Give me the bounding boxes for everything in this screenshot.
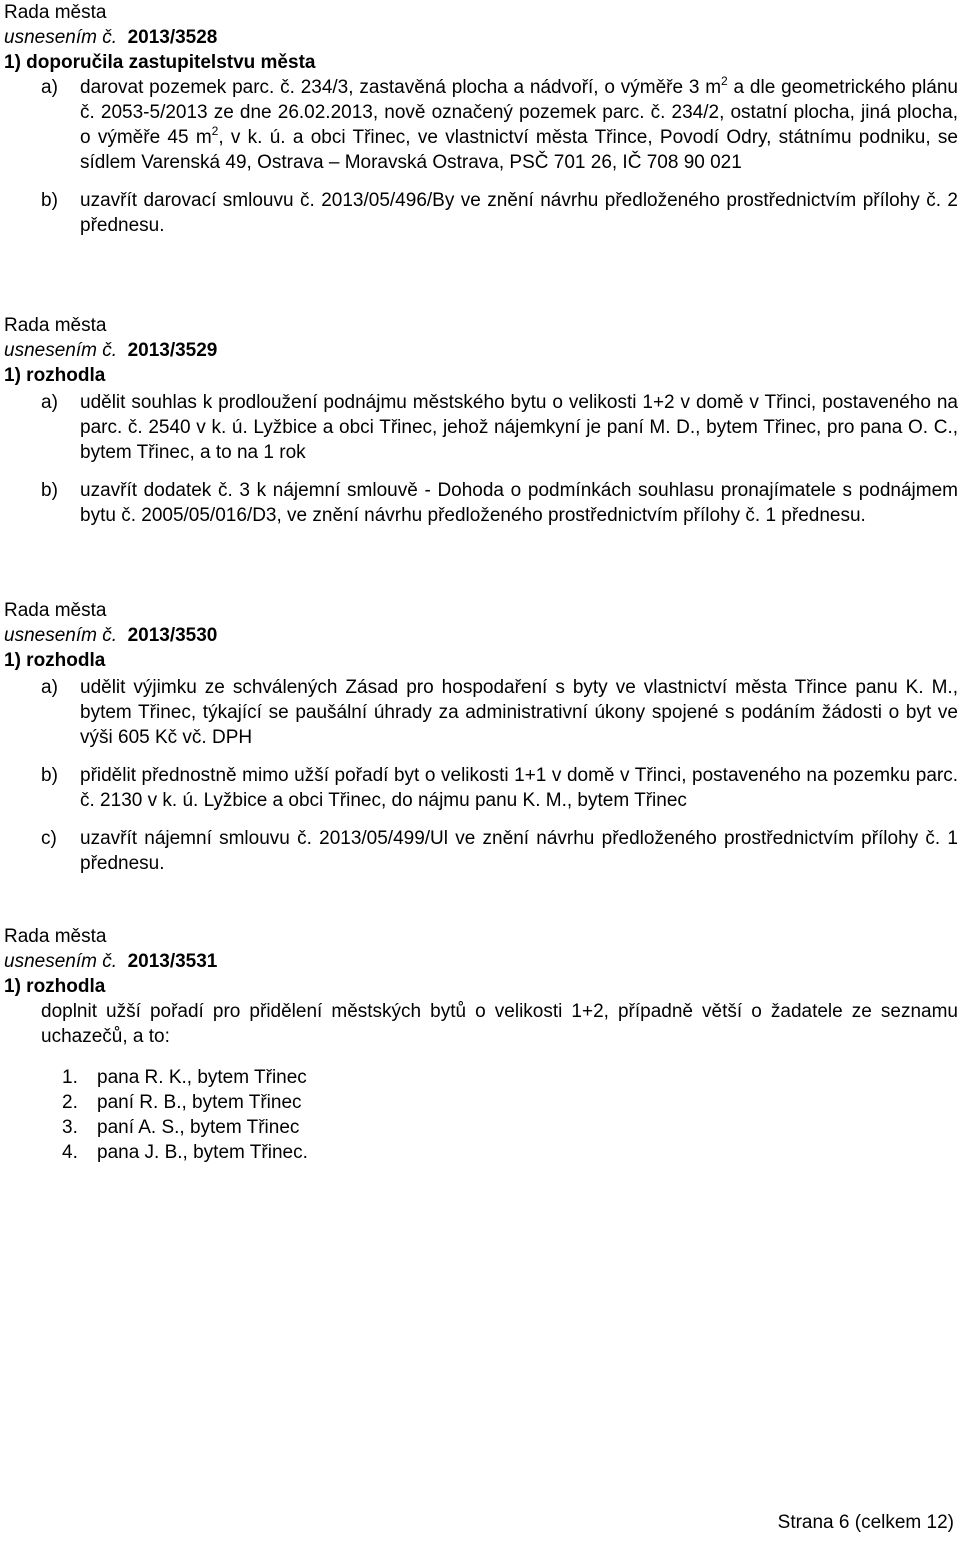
decision-heading: 1) rozhodla — [4, 976, 106, 997]
item-b — [41, 763, 958, 813]
resolution-prefix: usnesením č. — [4, 951, 117, 972]
list-item — [62, 1065, 958, 1090]
list-text: paní R. B., bytem Třinec — [97, 1092, 302, 1113]
resolution-prefix: usnesením č. — [4, 340, 117, 361]
item-text: uzavřít dodatek č. 3 k nájemní smlouvě - Dohoda o podmínkách souhlasu pronajímatele s podnájmem bytu č. 2005/05/016/D3, ve znění návrhu předloženého prostřednictvím přílohy č. 1 přednesu. — [80, 480, 958, 526]
decision-heading: 1) rozhodla — [4, 650, 106, 671]
council-label: Rada města — [4, 2, 107, 23]
item-b — [41, 478, 958, 528]
resolution-2013-3529 — [4, 313, 958, 541]
applicant-list — [62, 1065, 958, 1165]
list-number: 2. — [62, 1092, 78, 1113]
item-text: uzavřít nájemní smlouvu č. 2013/05/499/Ul ve znění návrhu předloženého prostřednictvím přílohy č. 1 přednesu. — [80, 828, 958, 874]
list-text: paní A. S., bytem Třinec — [97, 1117, 300, 1138]
item-text: přidělit přednostně mimo užší pořadí byt o velikosti 1+1 v domě v Třinci, postaveného na pozemku parc. č. 2130 v k. ú. Lyžbice a obci Třinec, do nájmu panu K. M., bytem Třinec — [80, 765, 958, 811]
item-text: uzavřít darovací smlouvu č. 2013/05/496/By ve znění návrhu předloženého prostřednictvím přílohy č. 2 přednesu. — [80, 190, 958, 236]
superscript: 2 — [211, 124, 219, 138]
decision-heading: 1) doporučila zastupitelstvu města — [4, 52, 316, 73]
resolution-number-line — [4, 338, 958, 363]
item-c — [41, 826, 958, 876]
resolution-number-line — [4, 25, 958, 50]
list-number: 3. — [62, 1117, 78, 1138]
item-text: udělit výjimku ze schválených Zásad pro hospodaření s byty ve vlastnictví města Třince panu K. M., bytem Třinec, týkající se paušální úhrady za administrativní úkony spojené s podáním žádosti o byt ve výši 605 Kč vč. DPH — [80, 677, 958, 748]
resolution-prefix: usnesením č. — [4, 27, 117, 48]
resolution-number: 2013/3529 — [127, 340, 218, 361]
resolution-2013-3530 — [4, 598, 958, 889]
resolution-number-line — [4, 623, 958, 648]
item-label: b) — [41, 480, 58, 501]
council-label: Rada města — [4, 926, 107, 947]
item-text: udělit souhlas k prodloužení podnájmu městského bytu o velikosti 1+2 v domě v Třinci, postaveného na parc. č. 2540 v k. ú. Lyžbice a obci Třinec, jehož nájemkyní je paní M. D., bytem Třinec, pro pana O. C., bytem Třinec, a to na 1 rok — [80, 392, 958, 463]
item-b — [41, 188, 958, 238]
superscript: 2 — [721, 74, 728, 88]
list-number: 1. — [62, 1067, 78, 1088]
item-text-part: , v k. ú. a obci Třinec, ve vlastnictví města Třince, Povodí Odry, státnímu podniku, se sídlem Varenská 49, Ostrava – Moravská Ostrava, PSČ 701 26, IČ 708 90 021 — [80, 127, 958, 173]
resolution-2013-3531 — [4, 924, 958, 1165]
item-label: b) — [41, 190, 58, 211]
list-text: pana R. K., bytem Třinec — [97, 1067, 307, 1088]
item-text-part: darovat pozemek parc. č. 234/3, zastavěná plocha a nádvoří, o výměře 3 m — [80, 77, 722, 98]
list-item — [62, 1115, 958, 1140]
resolution-number: 2013/3528 — [127, 27, 218, 48]
item-label: b) — [41, 765, 58, 786]
council-label: Rada města — [4, 315, 107, 336]
list-item — [62, 1090, 958, 1115]
item-label: a) — [41, 77, 58, 98]
resolution-number-line — [4, 949, 958, 974]
list-text: pana J. B., bytem Třinec. — [97, 1142, 308, 1163]
resolution-number: 2013/3531 — [127, 951, 218, 972]
item-label: a) — [41, 677, 58, 698]
item-text-part: a dle geometrického plánu č. 2053-5/2013 ze dne 26.02.2013, nově označený pozemek parc. č. 234/2, ostatní plocha, jiná plocha, o výměře 45 m — [80, 77, 958, 148]
item-label: c) — [41, 828, 57, 849]
item-text — [80, 75, 958, 175]
decision-heading: 1) rozhodla — [4, 365, 106, 386]
resolution-prefix: usnesením č. — [4, 625, 117, 646]
list-item — [62, 1140, 958, 1165]
decision-intro: doplnit užší pořadí pro přidělení městských bytů o velikosti 1+2, případně větší o žadatele ze seznamu uchazečů, a to: — [41, 1001, 958, 1047]
item-a — [41, 390, 958, 465]
page-footer: Strana 6 (celkem 12) — [777, 1512, 954, 1533]
item-a — [41, 75, 958, 175]
item-a — [41, 675, 958, 750]
resolution-number: 2013/3530 — [127, 625, 218, 646]
list-number: 4. — [62, 1142, 78, 1163]
resolution-2013-3528 — [4, 0, 958, 251]
item-label: a) — [41, 392, 58, 413]
council-label: Rada města — [4, 600, 107, 621]
